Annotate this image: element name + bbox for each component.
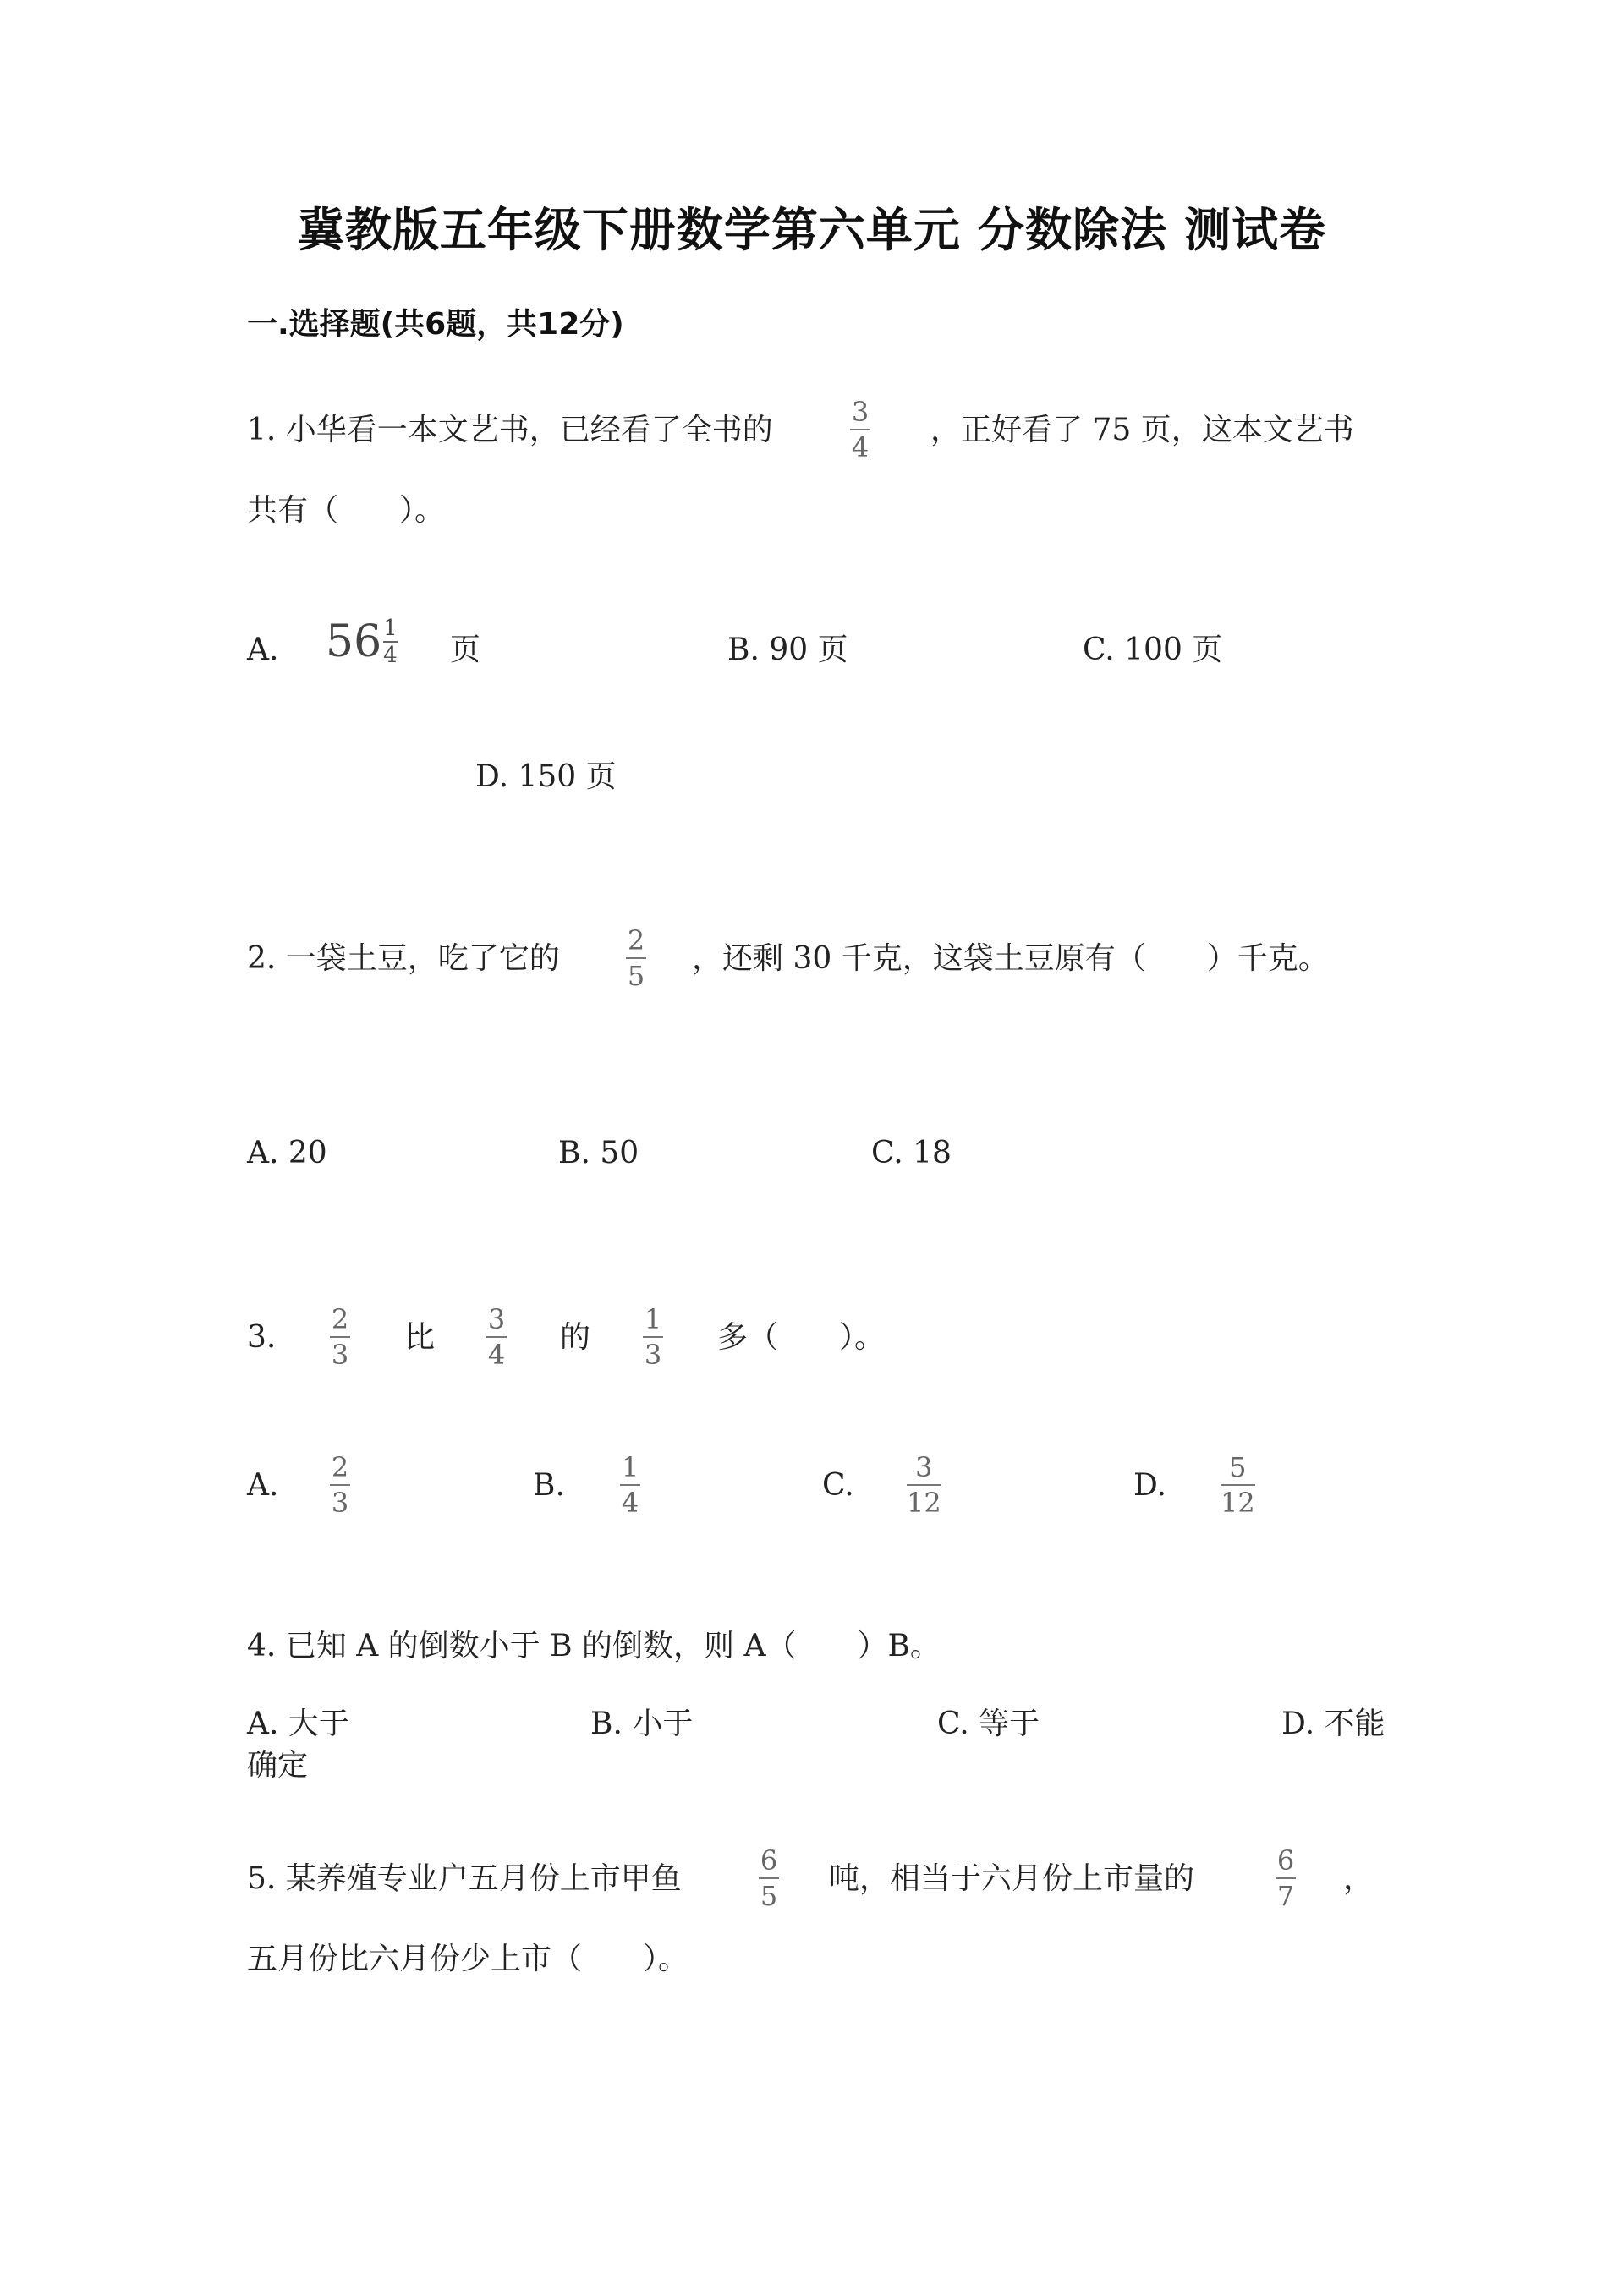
q5-text-a: 5. 某养殖专业户五月份上市甲鱼 [247, 1861, 682, 1896]
q1-text-a: 1. 小华看一本文艺书，已经看了全书的 [247, 413, 773, 447]
q3-fraction-3-num: 1 [644, 1303, 662, 1335]
q2-fraction-num: 2 [627, 924, 645, 956]
q3-option-d-fraction[interactable] [1221, 1453, 1255, 1517]
q1-option-a-mixed-number [326, 617, 398, 666]
q3-option-d-den: 12 [1221, 1487, 1255, 1519]
q4-option-b[interactable]: B. 小于 [590, 1707, 694, 1741]
q5-fraction-2-den: 7 [1276, 1880, 1295, 1912]
q1-option-b[interactable]: B. 90 页 [727, 633, 848, 667]
q1-fraction-num: 3 [851, 396, 870, 428]
fraction-bar [907, 1484, 941, 1486]
section-heading: 一.选择题(共6题，共12分) [247, 307, 624, 342]
q4-text: 4. 已知 A 的倒数小于 B 的倒数，则 A（ ）B。 [247, 1629, 941, 1663]
fraction-bar [643, 1336, 663, 1338]
q5-fraction-2-num: 6 [1276, 1844, 1295, 1877]
q1-option-c[interactable]: C. 100 页 [1083, 633, 1223, 667]
q2-option-c[interactable]: C. 18 [871, 1136, 952, 1170]
q5-fraction-1-num: 6 [760, 1844, 778, 1877]
q3-option-d-label[interactable]: D. [1133, 1468, 1167, 1503]
q3-option-b-num: 1 [621, 1451, 639, 1483]
q3-fraction-3-den: 3 [644, 1339, 662, 1371]
q1-option-a-whole: 56 [326, 616, 382, 667]
q2-text-a: 2. 一袋土豆，吃了它的 [247, 941, 560, 976]
q3-option-c-num: 3 [915, 1451, 933, 1483]
q3-option-c-label[interactable]: C. [822, 1468, 854, 1503]
q3-fraction-2-den: 4 [487, 1339, 506, 1371]
q3-option-a-fraction[interactable] [330, 1453, 350, 1517]
q3-option-a-label[interactable]: A. [247, 1468, 279, 1503]
q1-fraction-den: 4 [851, 431, 870, 463]
q2-option-a[interactable]: A. 20 [247, 1136, 327, 1170]
q1-text-c: 共有（ ）。 [247, 493, 446, 528]
q3-option-a-num: 2 [331, 1451, 349, 1483]
q3-word-duo: 多（ ）。 [717, 1320, 886, 1355]
fraction-bar [330, 1336, 350, 1338]
q5-text-d: 五月份比六月份少上市（ ）。 [247, 1942, 689, 1976]
fraction-bar [1221, 1484, 1255, 1486]
fraction-bar [850, 429, 870, 430]
q5-text-c: ， [1343, 1861, 1374, 1896]
q1-option-d[interactable]: D. 150 页 [475, 759, 617, 794]
fraction-bar [1276, 1877, 1296, 1879]
q3-option-c-fraction[interactable] [907, 1453, 941, 1517]
q5-fraction-1-den: 5 [760, 1880, 778, 1912]
q4-option-d-wrap[interactable]: 确定 [247, 1748, 309, 1783]
fraction-bar [330, 1484, 350, 1486]
q2-option-b[interactable]: B. 50 [558, 1136, 639, 1170]
fraction-bar [486, 1336, 507, 1338]
q1-option-a-den: 4 [383, 643, 398, 668]
q1-fraction [850, 397, 870, 462]
q4-option-a[interactable]: A. 大于 [247, 1707, 349, 1741]
fraction-bar [759, 1877, 779, 1879]
q1-option-a-frac [383, 617, 398, 666]
q2-fraction-den: 5 [627, 960, 645, 992]
q4-option-d[interactable]: D. 不能 [1281, 1707, 1385, 1741]
q2-text-b: ，还剩 30 千克，这袋土豆原有（ ）千克。 [692, 941, 1329, 976]
q1-option-a-unit: 页 [450, 633, 481, 667]
q5-fraction-1 [759, 1846, 779, 1910]
q3-fraction-3 [643, 1305, 663, 1369]
q3-option-d-num: 5 [1229, 1451, 1247, 1483]
q1-option-a-label[interactable]: A. [247, 633, 279, 667]
q3-fraction-1-num: 2 [331, 1303, 349, 1335]
q3-fraction-2 [486, 1305, 507, 1369]
q3-option-b-label[interactable]: B. [533, 1468, 565, 1503]
fraction-bar [626, 957, 646, 959]
q3-fraction-1-den: 3 [331, 1339, 349, 1371]
q3-option-a-den: 3 [331, 1487, 349, 1519]
page-title: 冀教版五年级下册数学第六单元 分数除法 测试卷 [297, 203, 1327, 257]
q1-option-a-num: 1 [383, 616, 398, 641]
fraction-bar [620, 1484, 640, 1486]
q3-option-b-fraction[interactable] [620, 1453, 640, 1517]
q3-option-b-den: 4 [621, 1487, 639, 1519]
q1-text-b: ，正好看了 75 页，这本文艺书 [930, 413, 1354, 447]
q3-option-c-den: 12 [907, 1487, 941, 1519]
q3-number: 3. [247, 1320, 277, 1355]
q5-fraction-2 [1276, 1846, 1296, 1910]
q2-fraction [626, 926, 646, 990]
q3-word-de: 的 [560, 1320, 591, 1355]
q5-text-b: 吨，相当于六月份上市量的 [829, 1861, 1195, 1896]
q3-fraction-1 [330, 1305, 350, 1369]
q3-fraction-2-num: 3 [487, 1303, 506, 1335]
q3-word-bi: 比 [404, 1320, 436, 1355]
q4-option-c[interactable]: C. 等于 [937, 1707, 1040, 1741]
